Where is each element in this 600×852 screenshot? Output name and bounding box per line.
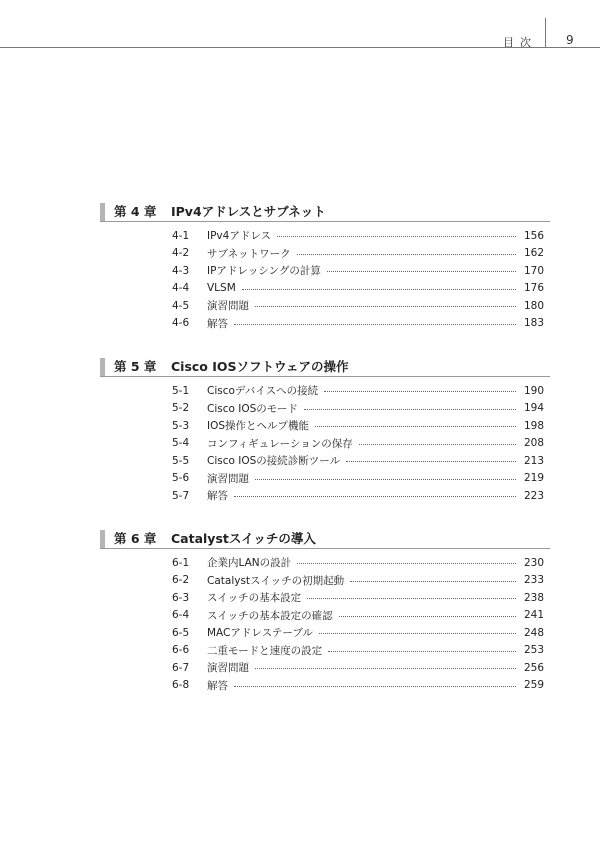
toc-entry[interactable] — [172, 435, 544, 453]
dot-leader — [234, 496, 516, 497]
toc-entry[interactable] — [172, 297, 544, 315]
entry-title: VLSM — [207, 282, 236, 295]
chapter-label: 第 4 章 — [114, 204, 157, 219]
entry-number: 5-5 — [172, 454, 190, 467]
dot-leader — [307, 598, 516, 599]
entry-page: 256 — [523, 661, 544, 674]
entry-number: 5-2 — [172, 402, 190, 415]
chapter-title: Cisco IOSソフトウェアの操作 — [171, 359, 349, 374]
header-title: 目次 — [503, 36, 537, 49]
entry-number: 6-7 — [172, 661, 190, 674]
entry-page: 219 — [523, 472, 544, 485]
entry-title: IPアドレッシングの計算 — [207, 265, 321, 278]
chapter-rule — [100, 221, 550, 222]
entry-title: IOS操作とヘルプ機能 — [207, 420, 310, 433]
toc-entry[interactable] — [172, 315, 544, 333]
entry-page: 238 — [523, 591, 544, 604]
chapter-heading — [100, 203, 550, 221]
toc-entry[interactable] — [172, 589, 544, 607]
entry-page: 213 — [523, 454, 544, 467]
header-rule — [0, 47, 600, 48]
chapter-rule — [100, 376, 550, 377]
entry-number: 6-2 — [172, 574, 190, 587]
toc-entries — [172, 554, 544, 694]
entry-number: 5-6 — [172, 472, 190, 485]
entry-number: 4-2 — [172, 247, 190, 260]
chapter-rule — [100, 548, 550, 549]
entry-page: 183 — [523, 317, 544, 330]
dot-leader — [339, 616, 516, 617]
dot-leader — [350, 581, 516, 582]
entry-page: 223 — [523, 489, 544, 502]
entry-number: 5-4 — [172, 437, 190, 450]
toc-entries — [172, 227, 544, 332]
toc-entry[interactable] — [172, 607, 544, 625]
entry-page: 176 — [523, 282, 544, 295]
entry-title: スイッチの基本設定 — [207, 592, 302, 605]
entry-page: 253 — [523, 644, 544, 657]
dot-leader — [234, 686, 516, 687]
entry-page: 170 — [523, 264, 544, 277]
entry-title: サブネットワーク — [207, 247, 291, 260]
toc-entry[interactable] — [172, 470, 544, 488]
toc-entry[interactable] — [172, 382, 544, 400]
entry-number: 5-1 — [172, 384, 190, 397]
entry-title: Cisco IOSのモード — [207, 402, 298, 415]
entry-title: IPv4アドレス — [207, 230, 272, 243]
chapter-marker — [100, 203, 105, 221]
chapter-marker — [100, 530, 105, 548]
page-header — [0, 0, 600, 48]
toc-entry[interactable] — [172, 452, 544, 470]
toc-entries — [172, 382, 544, 505]
entry-title: Ciscoデバイスへの接続 — [207, 385, 319, 398]
entry-title: 演習問題 — [207, 662, 249, 675]
entry-number: 4-3 — [172, 264, 190, 277]
entry-title: 二重モードと速度の設定 — [207, 644, 323, 657]
dot-leader — [255, 668, 516, 669]
entry-page: 180 — [523, 299, 544, 312]
entry-number: 5-7 — [172, 489, 190, 502]
dot-leader — [359, 444, 516, 445]
toc-entry[interactable] — [172, 417, 544, 435]
entry-number: 6-4 — [172, 609, 190, 622]
chapter-label: 第 6 章 — [114, 531, 157, 546]
dot-leader — [234, 324, 516, 325]
entry-page: 259 — [523, 679, 544, 692]
entry-page: 208 — [523, 437, 544, 450]
entry-number: 4-5 — [172, 299, 190, 312]
entry-number: 4-6 — [172, 317, 190, 330]
toc-entry[interactable] — [172, 659, 544, 677]
toc-entry[interactable] — [172, 280, 544, 298]
dot-leader — [327, 271, 516, 272]
entry-page: 241 — [523, 609, 544, 622]
entry-number: 6-6 — [172, 644, 190, 657]
chapter-label: 第 5 章 — [114, 359, 157, 374]
dot-leader — [242, 289, 516, 290]
entry-title: Cisco IOSの接続診断ツール — [207, 455, 341, 468]
dot-leader — [328, 651, 516, 652]
entry-number: 4-4 — [172, 282, 190, 295]
toc-entry[interactable] — [172, 245, 544, 263]
dot-leader — [255, 306, 516, 307]
dot-leader — [319, 633, 516, 634]
entry-number: 4-1 — [172, 229, 190, 242]
chapter-title: IPv4アドレスとサブネット — [171, 204, 326, 219]
toc-entry[interactable] — [172, 572, 544, 590]
toc-entry[interactable] — [172, 642, 544, 660]
entry-title: 演習問題 — [207, 300, 249, 313]
dot-leader — [297, 563, 516, 564]
entry-page: 190 — [523, 384, 544, 397]
entry-page: 233 — [523, 574, 544, 587]
chapter-title: Catalystスイッチの導入 — [171, 531, 316, 546]
dot-leader — [346, 461, 516, 462]
entry-title: Catalystスイッチの初期起動 — [207, 574, 345, 587]
chapter-5 — [100, 358, 550, 503]
dot-leader — [304, 409, 516, 410]
toc-entry[interactable] — [172, 262, 544, 280]
entry-number: 6-8 — [172, 679, 190, 692]
chapter-4 — [100, 203, 550, 330]
dot-leader — [315, 426, 516, 427]
entry-page: 156 — [523, 229, 544, 242]
entry-title: 演習問題 — [207, 472, 249, 485]
entry-number: 6-5 — [172, 626, 190, 639]
entry-page: 248 — [523, 626, 544, 639]
entry-title: 解答 — [207, 490, 228, 503]
entry-title: コンフィギュレーションの保存 — [207, 437, 353, 450]
entry-number: 6-3 — [172, 591, 190, 604]
dot-leader — [324, 391, 516, 392]
entry-title: 企業内LANの設計 — [207, 557, 292, 570]
entry-title: 解答 — [207, 317, 228, 330]
page-number: 9 — [566, 33, 574, 47]
entry-title: MACアドレステーブル — [207, 627, 313, 640]
toc-entry[interactable] — [172, 677, 544, 695]
chapter-6 — [100, 530, 550, 692]
toc-entry[interactable] — [172, 227, 544, 245]
entry-number: 5-3 — [172, 419, 190, 432]
chapter-marker — [100, 358, 105, 376]
dot-leader — [277, 236, 516, 237]
chapter-heading — [100, 358, 550, 376]
entry-page: 194 — [523, 402, 544, 415]
header-separator — [545, 18, 546, 47]
dot-leader — [255, 479, 516, 480]
chapter-heading — [100, 530, 550, 548]
entry-page: 230 — [523, 556, 544, 569]
entry-page: 162 — [523, 247, 544, 260]
entry-page: 198 — [523, 419, 544, 432]
toc-entry[interactable] — [172, 554, 544, 572]
toc-entry[interactable] — [172, 624, 544, 642]
entry-title: スイッチの基本設定の確認 — [207, 609, 333, 622]
toc-entry[interactable] — [172, 487, 544, 505]
entry-number: 6-1 — [172, 556, 190, 569]
entry-title: 解答 — [207, 679, 228, 692]
toc-entry[interactable] — [172, 400, 544, 418]
dot-leader — [297, 254, 516, 255]
